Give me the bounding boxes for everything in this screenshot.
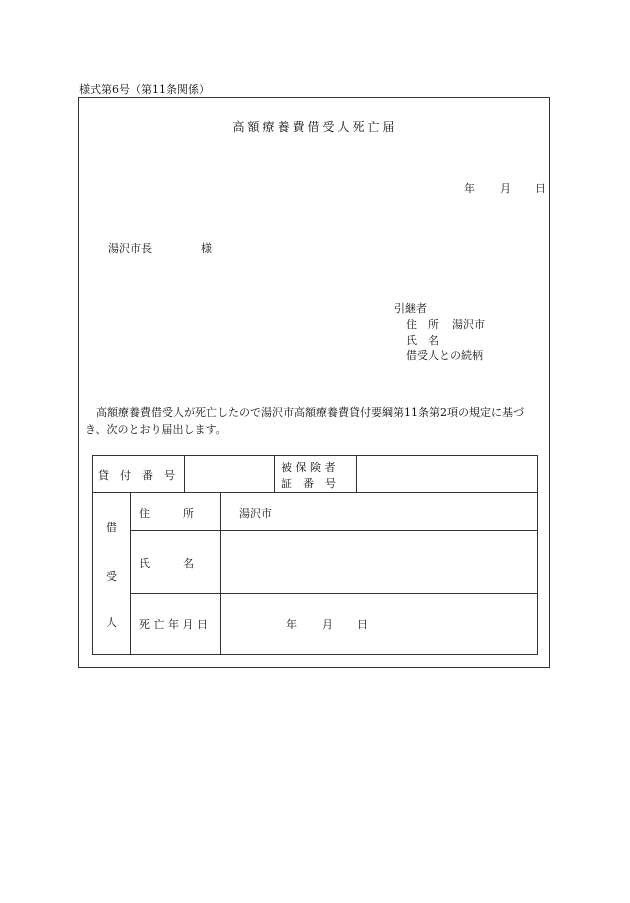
table-row1-divider bbox=[92, 492, 538, 493]
death-date-month: 月 bbox=[322, 618, 333, 631]
table-borrower-col1 bbox=[130, 492, 131, 655]
insured-card-label-line2: 証 番 号 bbox=[281, 477, 336, 490]
borrower-name-label: 氏 名 bbox=[139, 557, 194, 570]
date-year-label: 年 bbox=[464, 182, 475, 195]
borrower-address-value: 湯沢市 bbox=[239, 507, 272, 520]
death-date-label: 死 亡 年 月 日 bbox=[139, 618, 208, 631]
heir-address-label: 住 所 bbox=[406, 318, 439, 331]
table-borrower-row1-divider bbox=[130, 530, 538, 531]
table-row1-col1 bbox=[184, 455, 185, 492]
form-frame bbox=[78, 97, 550, 668]
heir-heading: 引継者 bbox=[394, 302, 427, 315]
heir-relation-label: 借受人との続柄 bbox=[406, 349, 483, 362]
borrower-label-char1: 借 bbox=[106, 521, 117, 534]
table-borrower-col2 bbox=[220, 492, 221, 655]
borrower-label-char3: 人 bbox=[106, 616, 117, 629]
form-number-label: 様式第6号（第11条関係） bbox=[79, 83, 210, 96]
borrower-label-char2: 受 bbox=[106, 570, 117, 583]
date-day-label: 日 bbox=[535, 182, 546, 195]
addressee-honorific: 様 bbox=[201, 242, 212, 255]
table-row1-col2 bbox=[274, 455, 275, 492]
borrower-address-label: 住 所 bbox=[139, 507, 194, 520]
table-row1-col3 bbox=[356, 455, 357, 492]
heir-address-value: 湯沢市 bbox=[452, 318, 485, 331]
table-border-left bbox=[92, 455, 93, 655]
document-title: 高額療養費借受人死亡届 bbox=[232, 120, 398, 134]
death-date-year: 年 bbox=[286, 618, 297, 631]
table-border-bottom bbox=[92, 654, 538, 655]
addressee-name: 湯沢市長 bbox=[108, 242, 152, 255]
heir-name-label: 氏 名 bbox=[406, 334, 439, 347]
table-border-top bbox=[92, 455, 538, 456]
table-border-right bbox=[537, 455, 538, 655]
death-date-day: 日 bbox=[357, 618, 368, 631]
notice-body-text: 高額療養費借受人が死亡したので湯沢市高額療養費貸付要綱第11条第2項の規定に基づき、次のとおり届出します。 bbox=[85, 406, 524, 436]
loan-number-label: 貸 付 番 号 bbox=[98, 469, 175, 482]
table-borrower-row2-divider bbox=[130, 593, 538, 594]
date-month-label: 月 bbox=[500, 182, 511, 195]
insured-card-label-line1: 被 保 険 者 bbox=[281, 461, 336, 474]
